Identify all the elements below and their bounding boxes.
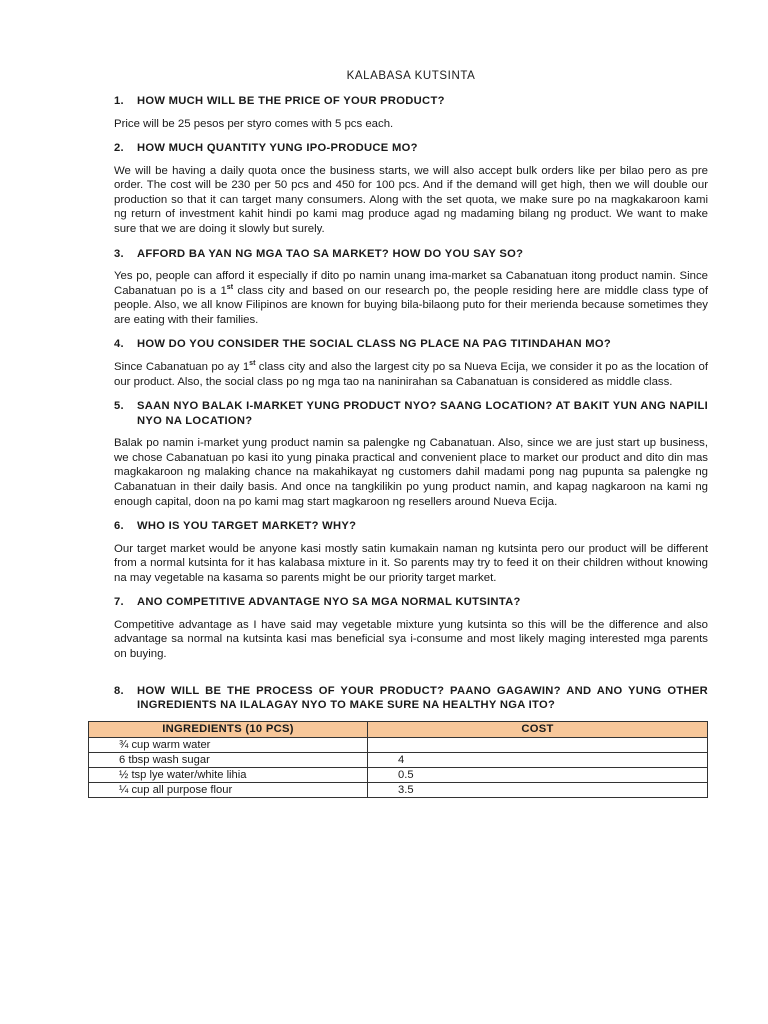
question-number: 1. bbox=[114, 95, 124, 107]
question-text: HOW MUCH QUANTITY YUNG IPO-PRODUCE MO? bbox=[137, 142, 418, 155]
question-text: ANO COMPETITIVE ADVANTAGE NYO SA MGA NORMAL KUTSINTA? bbox=[137, 596, 521, 609]
ingredients-table bbox=[88, 721, 708, 798]
cost-cell: 0.5 bbox=[368, 767, 708, 782]
answer-4 bbox=[114, 360, 708, 389]
question-text: SAAN NYO BALAK I-MARKET YUNG PRODUCT NYO? SAANG LOCATION? AT BAKIT YUN ANG NAPILI NYO NA LOCATION? bbox=[137, 400, 708, 427]
question-number: 3. bbox=[114, 247, 124, 260]
answer-7: Competitive advantage as I have said may vegetable mixture yung kutsinta so this will be the difference and also advantage sa normal na kutsinta kasi mas beneficial sya i-consume and most likely maging interested mga parents on buying. bbox=[114, 618, 708, 661]
question-text: WHO IS YOU TARGET MARKET? WHY? bbox=[137, 520, 357, 533]
answer-text: Yes po, people can afford it especially if dito po namin unang ima-market sa Cabanatuan itong product namin. Since Cabanatuan po is a 1 bbox=[114, 270, 708, 297]
question-1 bbox=[114, 94, 708, 109]
question-7 bbox=[114, 595, 708, 610]
question-5 bbox=[114, 399, 708, 428]
answer-text: class city and also the largest city po sa Nueva Ecija, we consider it po as the location of our product. Also, the social class po ng mga tao na naninirahan sa Cabanatuan is considered as middle class. bbox=[114, 360, 708, 388]
question-text: HOW MUCH WILL BE THE PRICE OF YOUR PRODUCT? bbox=[137, 95, 445, 107]
ingredient-cell: ¼ cup all purpose flour bbox=[89, 782, 368, 797]
table-row bbox=[89, 752, 708, 767]
ingredients-header: INGREDIENTS (10 PCS) bbox=[89, 721, 368, 737]
answer-3 bbox=[114, 269, 708, 327]
question-2 bbox=[114, 141, 708, 156]
ingredient-cell: ¾ cup warm water bbox=[89, 737, 368, 752]
cost-cell: 3.5 bbox=[368, 782, 708, 797]
question-number: 2. bbox=[114, 142, 124, 155]
question-3 bbox=[114, 247, 708, 262]
question-number: 5. bbox=[114, 400, 124, 413]
answer-text: class city and based on our research po, the people residing here are middle class type of people. Also, we all know Filipinos are known for buying bila-bilaong puto for their merienda because sometimes they are eating with their families. bbox=[114, 284, 709, 326]
question-number: 8. bbox=[114, 684, 124, 697]
table-header-row bbox=[89, 721, 708, 737]
ingredient-cell: 6 tbsp wash sugar bbox=[89, 752, 368, 767]
cost-header: COST bbox=[368, 721, 708, 737]
ingredient-cell: ½ tsp lye water/white lihia bbox=[89, 767, 368, 782]
question-text: HOW WILL BE THE PROCESS OF YOUR PRODUCT? PAANO GAGAWIN? AND ANO YUNG OTHER INGREDIENTS NA ILALAGAY NYO TO MAKE SURE NA HEALTHY NGA ITO? bbox=[137, 684, 708, 712]
question-4 bbox=[114, 337, 708, 352]
answer-6: Our target market would be anyone kasi mostly satin kumakain naman ng kutsinta pero our product will be different from a normal kutsinta for it has kalabasa mixture in it. So parents may try to feed it on their children without knowing na may vegetable na kasama so parents might be our priority target market. bbox=[114, 542, 708, 584]
answer-2: We will be having a daily quota once the business starts, we will also accept bulk orders like per bilao pero as pre order. The cost will be 230 per 50 pcs and 450 for 100 pcs. And if the demand will get high, then we will double our production so that it can target many consumers. Along with the set quota, we make sure po na magkakaroon kami ng return of investment kahit hindi po kami mag produce agad ng madaming bilang ng product. We want to make sure that we are doing it slowly but surely. bbox=[114, 164, 708, 235]
table-row bbox=[89, 737, 708, 752]
table-row bbox=[89, 782, 708, 797]
cost-cell: 4 bbox=[368, 752, 708, 767]
question-6 bbox=[114, 519, 708, 534]
answer-5: Balak po namin i-market yung product namin sa palengke ng Cabanatuan. Also, since we are just start up business, we chose Cabanatuan po kasi ito yung pinaka practical and convenient place to market our product and dito din mas magkakaroon ng malaking chance na makahikayat ng customers dahil madami pong nag pupunta sa palengke ng Cabanatuan in their daily basis. And once na tangkilikin po yung product namin, and kapag nagkaroon na kami ng enough capital, doon na po kami mag start magkaroon ng resellers around Nueva Ecija. bbox=[114, 437, 708, 508]
document-title: KALABASA KUTSINTA bbox=[346, 70, 476, 82]
answer-text: Since Cabanatuan po ay 1 bbox=[114, 360, 250, 373]
ordinal-suffix: st bbox=[226, 283, 234, 291]
spacer bbox=[114, 672, 708, 684]
question-8 bbox=[114, 684, 708, 713]
question-number: 6. bbox=[114, 520, 124, 533]
question-number: 7. bbox=[114, 596, 124, 609]
cost-cell bbox=[368, 737, 708, 752]
table-row bbox=[89, 767, 708, 782]
answer-1: Price will be 25 pesos per styro comes with 5 pcs each. bbox=[114, 117, 394, 130]
question-number: 4. bbox=[114, 338, 124, 351]
ordinal-suffix: st bbox=[249, 360, 256, 368]
question-text: HOW DO YOU CONSIDER THE SOCIAL CLASS NG PLACE NA PAG TITINDAHAN MO? bbox=[137, 338, 612, 351]
question-text: AFFORD BA YAN NG MGA TAO SA MARKET? HOW DO YOU SAY SO? bbox=[137, 247, 524, 260]
